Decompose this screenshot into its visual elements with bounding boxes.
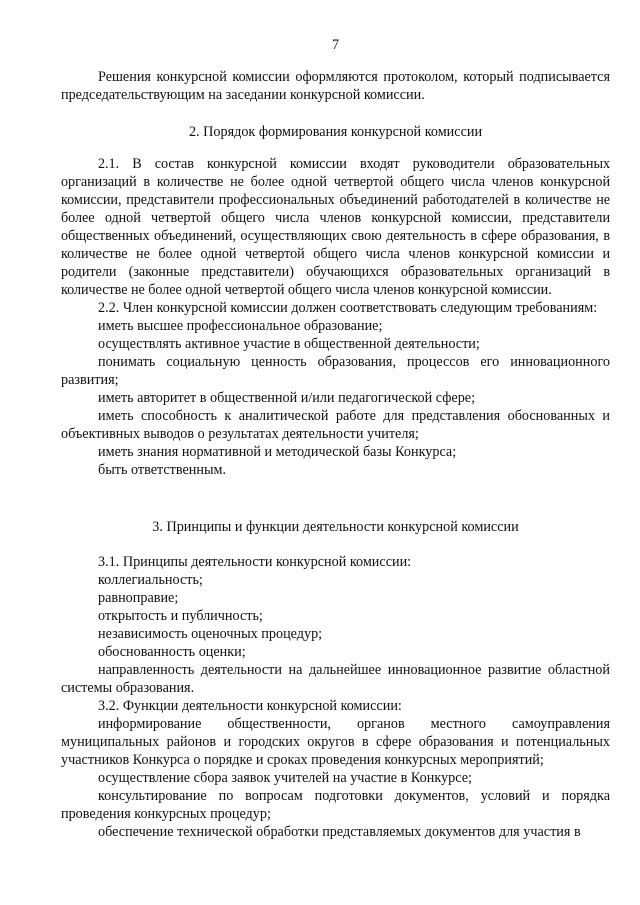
- principle-item: открытость и публичность;: [98, 608, 263, 624]
- page-number: 7: [331, 37, 340, 53]
- function-item: информирование общественности, органов местного самоуправления муниципальных районов и городских округов в сфере образования и потенциальных участников Конкурса о порядке и сроках проведения конкурсных мероприятий;: [61, 716, 610, 768]
- requirement-item: понимать социальную ценность образования, процессов его инновационного развития;: [61, 354, 610, 388]
- section-3-body: [61, 553, 610, 841]
- principle-item: коллегиальность;: [98, 572, 203, 588]
- principle-item: равноправие;: [98, 590, 179, 606]
- requirement-item: иметь высшее профессиональное образование;: [98, 318, 383, 334]
- intro-paragraph: Решения конкурсной комиссии оформляются протоколом, который подписывается председательствующим на заседании конкурсной комиссии.: [61, 69, 610, 103]
- paragraph-2-2: 2.2. Член конкурсной комиссии должен соответствовать следующим требованиям:: [98, 300, 598, 316]
- paragraph-2-1: 2.1. В состав конкурсной комиссии входят руководители образовательных организаций в количестве не более одной четвертой общего числа членов конкурсной комиссии, представители профессиональных объединений работодателей в количестве не более одной четвертой общего числа членов конкурсной комиссии, представители общественных объединений, осуществляющих свою деятельность в сфере образования, в количестве не более одной четвертой общего числа членов конкурсной комиссии и родители (законные представители) обучающихся образовательных организаций в количестве не более одной четвертой общего числа членов конкурсной комиссии.: [61, 156, 610, 298]
- section-2-title: 2. Порядок формирования конкурсной комиссии: [188, 124, 483, 140]
- requirement-item: быть ответственным.: [98, 462, 227, 478]
- requirement-item: иметь авторитет в общественной и/или педагогической сфере;: [98, 390, 476, 406]
- section-3-title: 3. Принципы и функции деятельности конкурсной комиссии: [152, 519, 519, 535]
- paragraph-3-1: 3.1. Принципы деятельности конкурсной комиссии:: [98, 554, 412, 570]
- function-item: осуществление сбора заявок учителей на участие в Конкурсе;: [98, 770, 472, 786]
- requirement-item: иметь способность к аналитической работе для представления обоснованных и объективных выводов о результатах деятельности учителя;: [61, 408, 610, 442]
- principle-item: независимость оценочных процедур;: [98, 626, 323, 642]
- section-2-body: [61, 155, 610, 479]
- requirement-item: иметь знания нормативной и методической базы Конкурса;: [98, 444, 457, 460]
- requirement-item: осуществлять активное участие в общественной деятельности;: [98, 336, 480, 352]
- function-item: консультирование по вопросам подготовки документов, условий и порядка проведения конкурсных процедур;: [61, 788, 610, 822]
- principle-item: обоснованность оценки;: [98, 644, 246, 660]
- paragraph-3-2: 3.2. Функции деятельности конкурсной комиссии:: [98, 698, 402, 714]
- principle-item: направленность деятельности на дальнейшее инновационное развитие областной системы образования.: [61, 662, 610, 696]
- function-item: обеспечение технической обработки представляемых документов для участия в: [98, 824, 581, 840]
